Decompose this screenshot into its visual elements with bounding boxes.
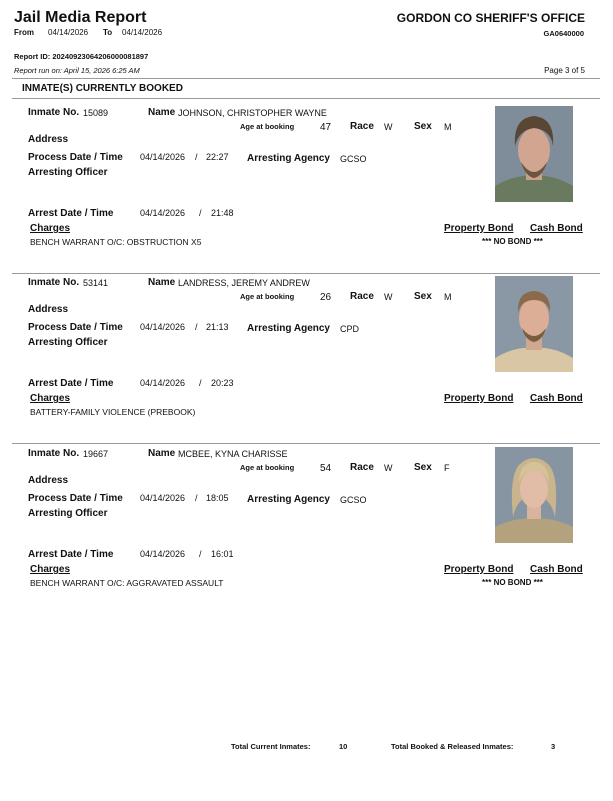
date-separator: / [195,493,198,503]
age-value: 26 [320,292,332,303]
inmate-no-label: Inmate No. [28,277,80,288]
age-label: Age at booking [240,463,295,472]
property-bond-label: Property Bond [444,393,514,404]
arrest-date-label: Arrest Date / Time [28,378,114,389]
cash-bond-label: Cash Bond [530,564,583,575]
sex-label: Sex [414,121,432,132]
arresting-agency: GCSO [340,154,367,164]
charges-label: Charges [30,223,71,234]
arresting-agency: CPD [340,324,360,334]
mugshot-photo [495,276,573,372]
process-time: 21:13 [206,322,229,332]
section-title: INMATE(S) CURRENTLY BOOKED [22,83,183,94]
race-label: Race [350,291,374,302]
to-label: To [103,28,113,37]
record-divider [12,443,600,444]
date-separator: / [199,208,202,218]
record-divider [12,273,600,274]
section-divider [12,78,600,79]
address-label: Address [28,304,69,315]
race-value: W [384,292,393,302]
race-label: Race [350,121,374,132]
age-label: Age at booking [240,292,295,301]
process-date-label: Process Date / Time [28,322,123,333]
total-current-label: Total Current Inmates: [231,742,311,751]
name-label: Name [148,107,176,118]
charges-label: Charges [30,393,71,404]
charge-text: BENCH WARRANT O/C: OBSTRUCTION X5 [30,237,202,247]
cash-bond-label: Cash Bond [530,393,583,404]
address-label: Address [28,475,69,486]
arrest-time: 20:23 [211,378,234,388]
sex-value: F [444,463,450,473]
inmate-name: LANDRESS, JEREMY ANDREW [178,278,310,288]
from-label: From [14,28,34,37]
cash-bond-label: Cash Bond [530,223,583,234]
process-date: 04/14/2026 [140,493,186,503]
report-title: Jail Media Report [14,9,147,26]
inmate-no: 19667 [83,449,109,459]
charge-text: BENCH WARRANT O/C: AGGRAVATED ASSAULT [30,578,224,588]
date-separator: / [195,152,198,162]
office-code: GA0640000 [543,29,584,38]
arresting-officer-label: Arresting Officer [28,337,108,348]
date-separator: / [195,322,198,332]
to-date: 04/14/2026 [122,28,163,37]
arresting-officer-label: Arresting Officer [28,508,108,519]
race-value: W [384,122,393,132]
process-date: 04/14/2026 [140,322,186,332]
charge-text: BATTERY-FAMILY VIOLENCE (PREBOOK) [30,407,196,417]
total-booked-label: Total Booked & Released Inmates: [391,742,514,751]
process-time: 18:05 [206,493,229,503]
inmate-no-label: Inmate No. [28,448,80,459]
race-label: Race [350,462,374,473]
from-date: 04/14/2026 [48,28,89,37]
process-date-label: Process Date / Time [28,493,123,504]
bond-note: *** NO BOND *** [482,578,543,587]
office-name: GORDON CO SHERIFF'S OFFICE [396,11,585,25]
arrest-date-label: Arrest Date / Time [28,549,114,560]
charges-label: Charges [30,564,71,575]
race-value: W [384,463,393,473]
arrest-date: 04/14/2026 [140,549,186,559]
inmate-no-label: Inmate No. [28,107,80,118]
mugshot-photo [495,106,573,202]
process-date-label: Process Date / Time [28,152,123,163]
sex-label: Sex [414,462,432,473]
arrest-date: 04/14/2026 [140,378,186,388]
arresting-agency: GCSO [340,495,367,505]
name-label: Name [148,277,176,288]
arrest-date: 04/14/2026 [140,208,186,218]
process-date: 04/14/2026 [140,152,186,162]
sex-label: Sex [414,291,432,302]
arresting-officer-label: Arresting Officer [28,167,108,178]
age-label: Age at booking [240,122,295,131]
arresting-agency-label: Arresting Agency [247,323,330,334]
process-time: 22:27 [206,152,229,162]
arrest-time: 21:48 [211,208,234,218]
address-label: Address [28,134,69,145]
inmate-name: JOHNSON, CHRISTOPHER WAYNE [178,108,327,118]
arresting-agency-label: Arresting Agency [247,494,330,505]
inmate-no: 15089 [83,108,109,118]
date-separator: / [199,378,202,388]
arrest-time: 16:01 [211,549,234,559]
bond-note: *** NO BOND *** [482,237,543,246]
sex-value: M [444,292,452,302]
age-value: 47 [320,122,332,133]
sex-value: M [444,122,452,132]
age-value: 54 [320,463,332,474]
inmate-no: 53141 [83,278,109,288]
property-bond-label: Property Bond [444,564,514,575]
report-run: Report run on: April 15, 2026 6:25 AM [14,66,140,75]
total-current-value: 10 [339,742,348,751]
section-divider [12,98,600,99]
name-label: Name [148,448,176,459]
arresting-agency-label: Arresting Agency [247,153,330,164]
mugshot-photo [495,447,573,543]
report-id: Report ID: 20240923064206000081897 [14,52,149,61]
inmate-name: MCBEE, KYNA CHARISSE [178,449,288,459]
property-bond-label: Property Bond [444,223,514,234]
arrest-date-label: Arrest Date / Time [28,208,114,219]
date-separator: / [199,549,202,559]
total-booked-value: 3 [551,742,556,751]
page-number: Page 3 of 5 [544,66,585,75]
